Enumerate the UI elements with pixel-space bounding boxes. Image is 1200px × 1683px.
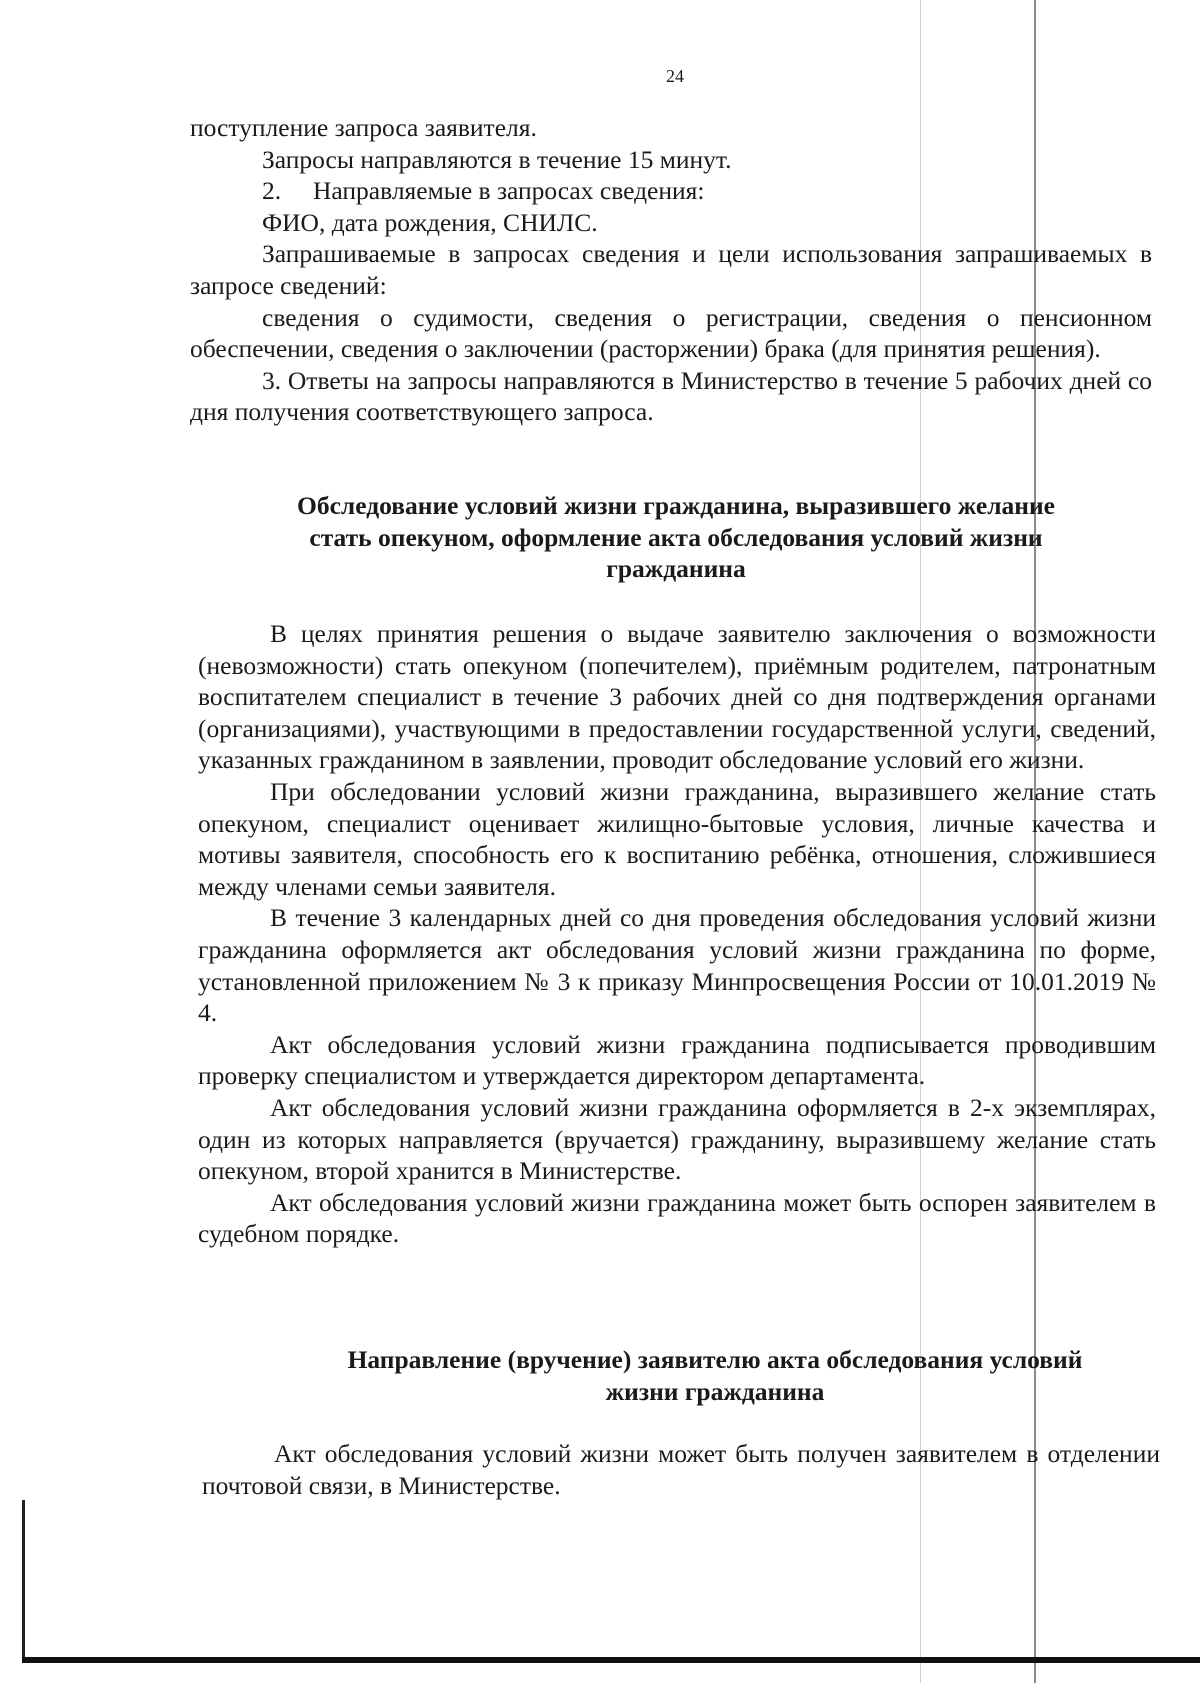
intro-line: поступление запроса заявителя. <box>190 113 537 142</box>
requested-info-paragraph: Запрашиваемые в запросах сведения и цели использования запрашиваемых в запросе сведений: <box>190 239 1152 300</box>
scan-border-left <box>22 1500 25 1660</box>
body-paragraph: Акт обследования условий жизни гражданина оформляется в 2-х экземплярах, один из которых направляется (вручается) гражданину, выразившему желание стать опекуном, второй хранится в Министерстве. <box>198 1092 1156 1186</box>
page-number: 24 <box>666 66 684 86</box>
section-body <box>202 1438 1160 1501</box>
intro-line: ФИО, дата рождения, СНИЛС. <box>262 207 598 237</box>
body-paragraph: В целях принятия решения о выдаче заявителю заключения о возможности (невозможности) стать опекуном (попечителем), приёмным родителем, патронатным воспитателем специалист в течение 3 рабочих дней со дня подтверждения органами (организациями), участвующими в предоставлении государственной услуги, сведений, указанных гражданином в заявлении, проводит обследование условий его жизни. <box>198 619 1156 775</box>
intro-line: Запросы направляются в течение 15 минут. <box>262 144 732 174</box>
heading-line: стать опекуном, оформление акта обследования условий жизни <box>309 522 1043 552</box>
intro-line: 2. Направляемые в запросах сведения: <box>262 176 705 206</box>
section-heading <box>250 1344 1180 1407</box>
heading-line: гражданина <box>606 554 746 584</box>
heading-line: жизни гражданина <box>605 1376 825 1406</box>
body-paragraph: При обследовании условий жизни гражданина, выразившего желание стать опекуном, специалист оценивает жилищно-бытовые условия, личные качества и мотивы заявителя, способность его к воспитанию ребёнка, отношения, сложившиеся между членами семьи заявителя. <box>198 776 1156 901</box>
body-paragraph: Акт обследования условий жизни гражданина подписывается проводившим проверку специалистом и утверждается директором департамента. <box>198 1029 1156 1091</box>
body-paragraph: В течение 3 календарных дней со дня проведения обследования условий жизни гражданина оформляется акт обследования условий жизни гражданина по форме, установленной приложением № 3 к приказу Минпросвещения России от 10.01.2019 № 4. <box>198 903 1156 1028</box>
section-body <box>198 618 1156 1250</box>
info-details-paragraph: сведения о судимости, сведения о регистрации, сведения о пенсионном обеспечении, сведения о заключении (расторжении) брака (для принятия решения). <box>190 302 1152 364</box>
heading-line: Направление (вручение) заявителю акта обследования условий <box>347 1345 1083 1374</box>
intro-block <box>190 112 1152 428</box>
heading-line: Обследование условий жизни гражданина, выразившего желание <box>297 491 1055 520</box>
section-heading <box>190 490 1162 585</box>
body-paragraph: Акт обследования условий жизни гражданина может быть оспорен заявителем в судебном порядке. <box>198 1187 1156 1249</box>
scan-border-bottom <box>22 1657 1200 1663</box>
answers-paragraph: 3. Ответы на запросы направляются в Министерство в течение 5 рабочих дней со дня получения соответствующего запроса. <box>190 365 1152 427</box>
body-paragraph: Акт обследования условий жизни может быть получен заявителем в отделении почтовой связи, в Министерстве. <box>202 1439 1160 1500</box>
